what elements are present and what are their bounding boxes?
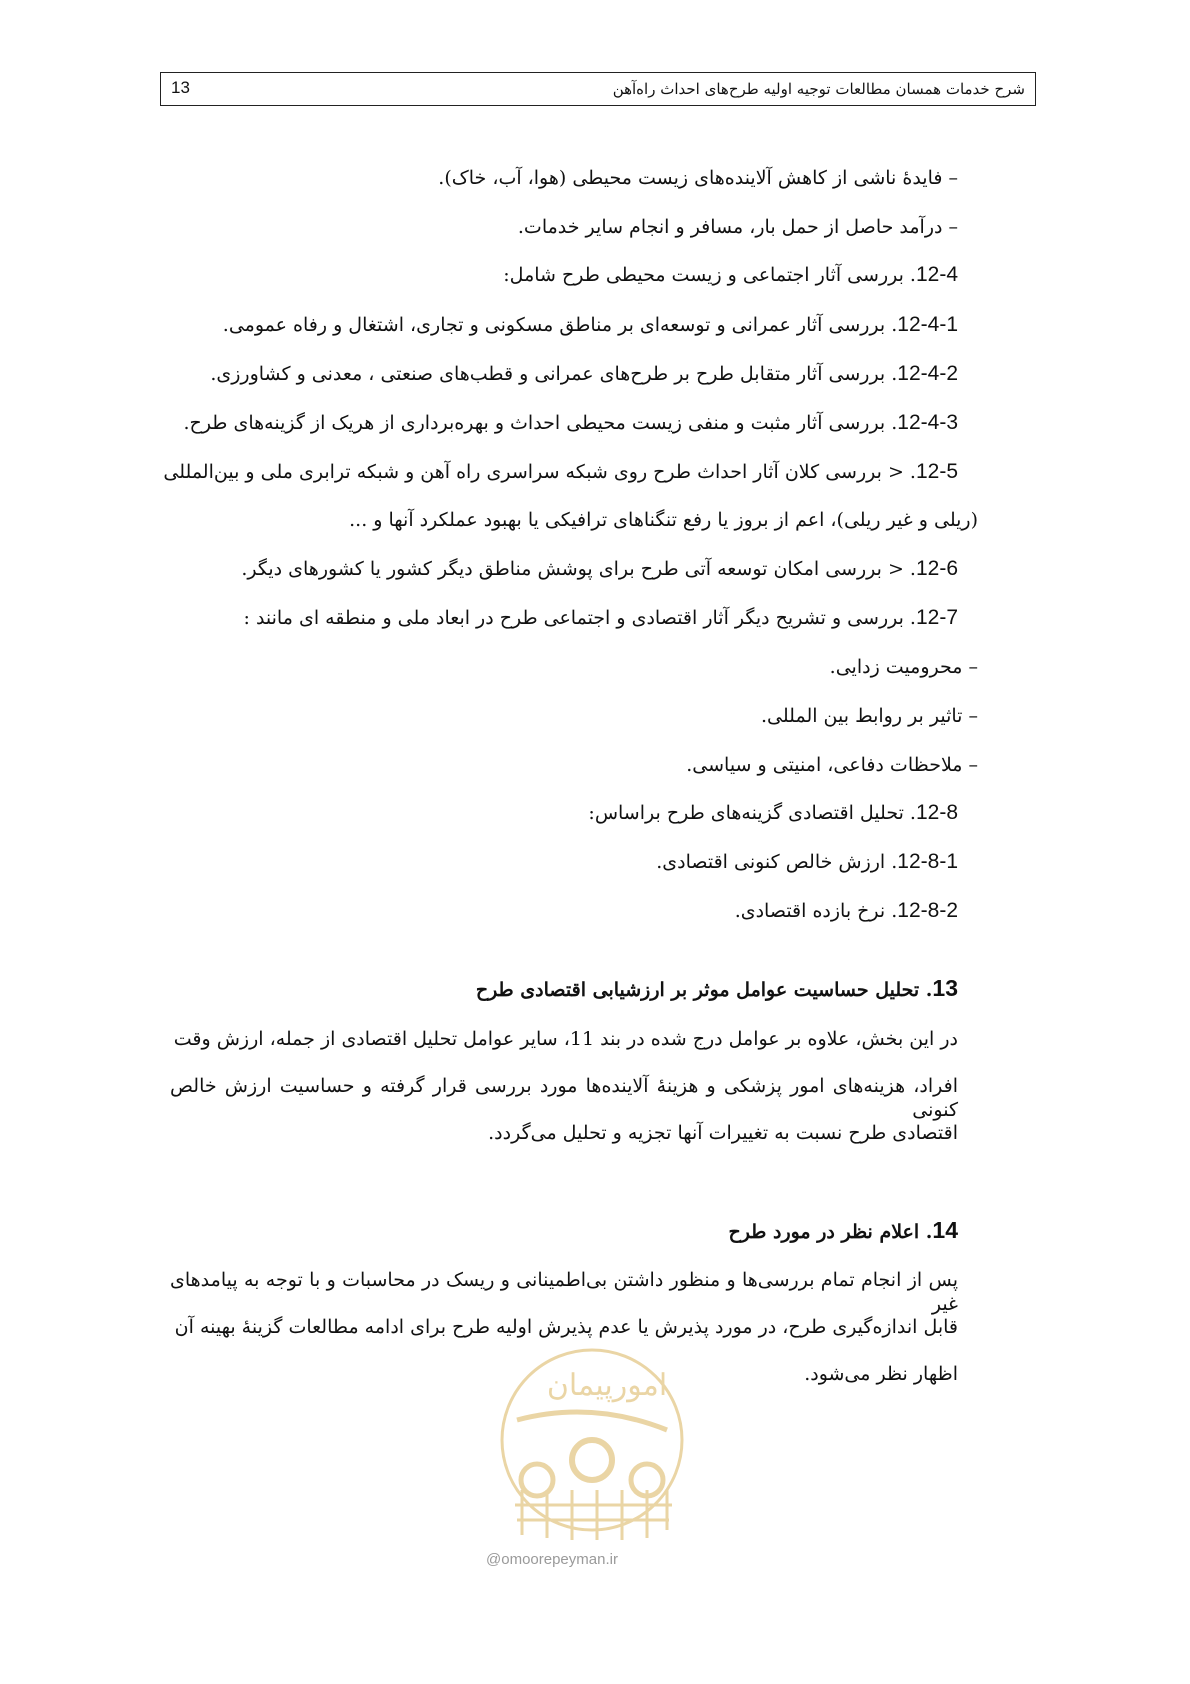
list-item: 12-8-1. ارزش خالص کنونی اقتصادی. <box>656 850 958 873</box>
list-item: – فایدهٔ ناشی از کاهش آلاینده‌های زیست محیطی (هوا، آب، خاک). <box>438 167 958 189</box>
page-number: 13 <box>171 78 190 97</box>
header-title: شرح خدمات همسان مطالعات توجیه اولیه طرح‌های احداث راه‌آهن <box>612 80 1025 98</box>
section-14-paragraph: پس از انجام تمام بررسی‌ها و منظور داشتن بی‌اطمینانی و ریسک در محاسبات و با توجه به پیامدهای غیر قابل اندازه‌گیری طرح، در مورد پذیرش یا عدم پذیرش اولیه طرح برای ادامه مطالعات گزینهٔ بهینه آن اظهار نظر می‌شود. <box>170 1269 958 1385</box>
list-item: 12-6. < بررسی امکان توسعه آتی طرح برای پوشش مناطق دیگر کشور یا کشورهای دیگر. <box>241 557 958 580</box>
page-header <box>160 72 1036 106</box>
watermark-url: @omoorepeyman.ir <box>486 1551 618 1568</box>
section-14-heading: 14. اعلام نظر در مورد طرح <box>728 1217 958 1243</box>
list-item: 12-8-2. نرخ بازده اقتصادی. <box>734 899 958 922</box>
list-item: 12-7. بررسی و تشریح دیگر آثار اقتصادی و اجتماعی طرح در ابعاد ملی و منطقه ای مانند : <box>243 606 958 629</box>
list-item: 12-4. بررسی آثار اجتماعی و زیست محیطی طرح شامل: <box>503 263 958 286</box>
list-item: – محرومیت زدایی. <box>829 656 978 678</box>
list-item: 12-8. تحلیل اقتصادی گزینه‌های طرح براساس: <box>588 801 958 824</box>
section-13-paragraph: در این بخش، علاوه بر عوامل درج شده در بند 11، سایر عوامل تحلیل اقتصادی از جمله، ارزش وقت افراد، هزینه‌های امور پزشکی و هزینهٔ آلاینده‌ها مورد بررسی قرار گرفته و حساسیت ارزش خالص کنونی اقتصادی طرح نسبت به تغییرات آنها تجزیه و تحلیل می‌گردد. <box>170 1028 958 1144</box>
svg-text:امورپیمان: امورپیمان <box>546 1368 668 1403</box>
list-item: 12-4-3. بررسی آثار مثبت و منفی زیست محیطی احداث و بهره‌برداری از هریک از گزینه‌های طرح. <box>183 411 958 434</box>
list-item: 12-5. < بررسی کلان آثار احداث طرح روی شبکه سراسری راه آهن و شبکه ترابری ملی و بین‌المللی <box>163 460 958 483</box>
list-item: 12-4-2. بررسی آثار متقابل طرح بر طرح‌های عمرانی و قطب‌های صنعتی ، معدنی و کشاورزی. <box>210 362 958 385</box>
list-item: 12-4-1. بررسی آثار عمرانی و توسعه‌ای بر مناطق مسکونی و تجاری، اشتغال و رفاه عمومی. <box>222 313 958 336</box>
watermark-logo <box>497 1340 687 1550</box>
list-item: – درآمد حاصل از حمل بار، مسافر و انجام سایر خدمات. <box>517 216 958 238</box>
list-item: (ریلی و غیر ریلی)، اعم از بروز یا رفع تنگناهای ترافیکی یا بهبود عملکرد آنها و ... <box>349 509 978 531</box>
list-item: – ملاحظات دفاعی، امنیتی و سیاسی. <box>686 754 978 776</box>
list-item: – تاثیر بر روابط بین المللی. <box>761 705 978 727</box>
section-13-heading: 13. تحلیل حساسیت عوامل موثر بر ارزشیابی اقتصادی طرح <box>475 975 958 1001</box>
